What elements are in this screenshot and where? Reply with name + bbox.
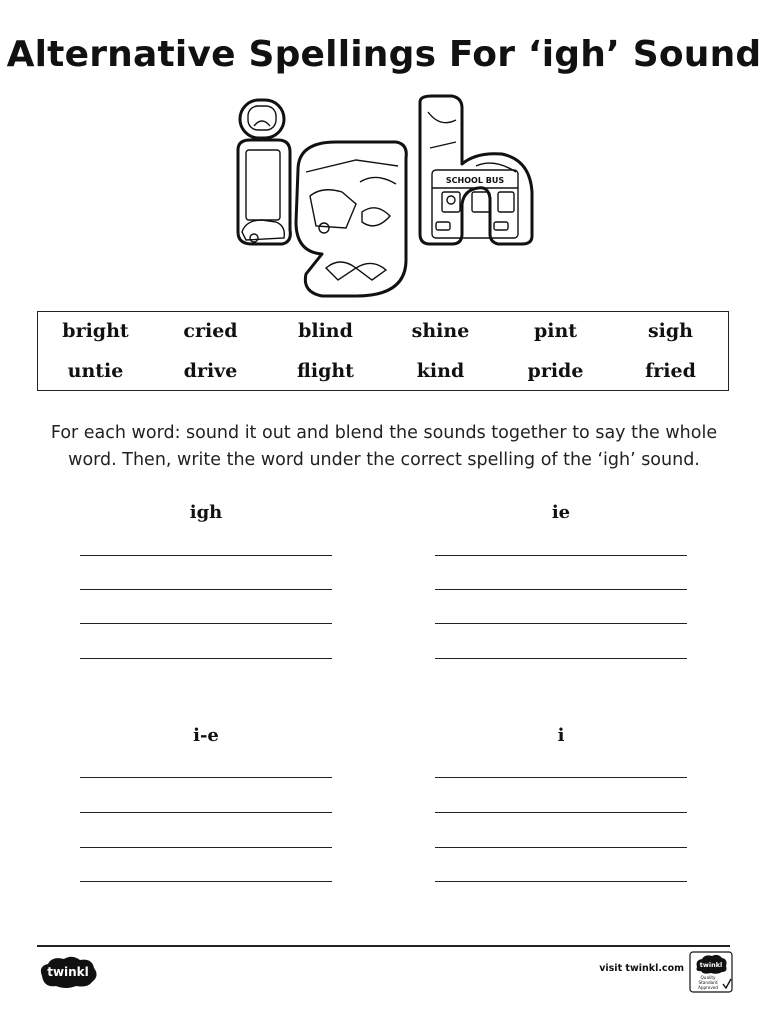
word-flight: flight — [297, 360, 354, 382]
word-bank — [37, 311, 729, 391]
answer-line-ie-4[interactable] — [435, 658, 687, 659]
visit-twinkl-link[interactable]: visit twinkl.com — [599, 963, 684, 974]
badge-caption: Quality Standard Approved — [697, 975, 719, 990]
answer-line-i-e-3[interactable] — [80, 847, 332, 848]
heading-ie: ie — [551, 502, 571, 523]
footer-divider — [37, 945, 730, 947]
igh-bubble-letters-illustration — [226, 92, 542, 302]
svg-text:twinkl: twinkl — [47, 965, 89, 979]
answer-line-ie-2[interactable] — [435, 589, 687, 590]
word-bank-row-2 — [38, 360, 728, 382]
answer-line-i-e-4[interactable] — [80, 881, 332, 882]
twinkl-logo — [36, 954, 100, 990]
answer-line-igh-1[interactable] — [80, 555, 332, 556]
answer-line-i-e-1[interactable] — [80, 777, 332, 778]
word-cried: cried — [183, 320, 238, 342]
word-bright: bright — [62, 320, 129, 342]
svg-text:twinkl: twinkl — [699, 961, 723, 969]
page-title: Alternative Spellings For ‘igh’ Sound — [6, 34, 762, 75]
word-drive: drive — [183, 360, 238, 382]
word-blind: blind — [298, 320, 353, 342]
answer-line-i-4[interactable] — [435, 881, 687, 882]
quality-standard-badge — [689, 951, 733, 993]
heading-i-e: i-e — [193, 725, 219, 746]
instructions-text: For each word: sound it out and blend the sounds together to say the whole word. Then, write the word under the correct spelling of the ‘igh’ sound. — [50, 423, 718, 470]
word-kind: kind — [416, 360, 465, 382]
answer-line-igh-2[interactable] — [80, 589, 332, 590]
heading-i: i — [557, 725, 565, 746]
word-untie: untie — [67, 360, 124, 382]
answer-line-i-2[interactable] — [435, 812, 687, 813]
answer-line-igh-4[interactable] — [80, 658, 332, 659]
word-pride: pride — [527, 360, 584, 382]
word-fried: fried — [645, 360, 696, 382]
bus-sign-text: SCHOOL BUS — [445, 176, 505, 185]
answer-line-i-3[interactable] — [435, 847, 687, 848]
answer-line-ie-1[interactable] — [435, 555, 687, 556]
answer-line-i-1[interactable] — [435, 777, 687, 778]
answer-line-i-e-2[interactable] — [80, 812, 332, 813]
word-pint: pint — [533, 320, 578, 342]
answer-line-ie-3[interactable] — [435, 623, 687, 624]
answer-line-igh-3[interactable] — [80, 623, 332, 624]
word-shine: shine — [411, 320, 470, 342]
heading-igh: igh — [189, 502, 223, 523]
word-bank-row-1 — [38, 320, 728, 342]
word-sigh: sigh — [647, 320, 693, 342]
